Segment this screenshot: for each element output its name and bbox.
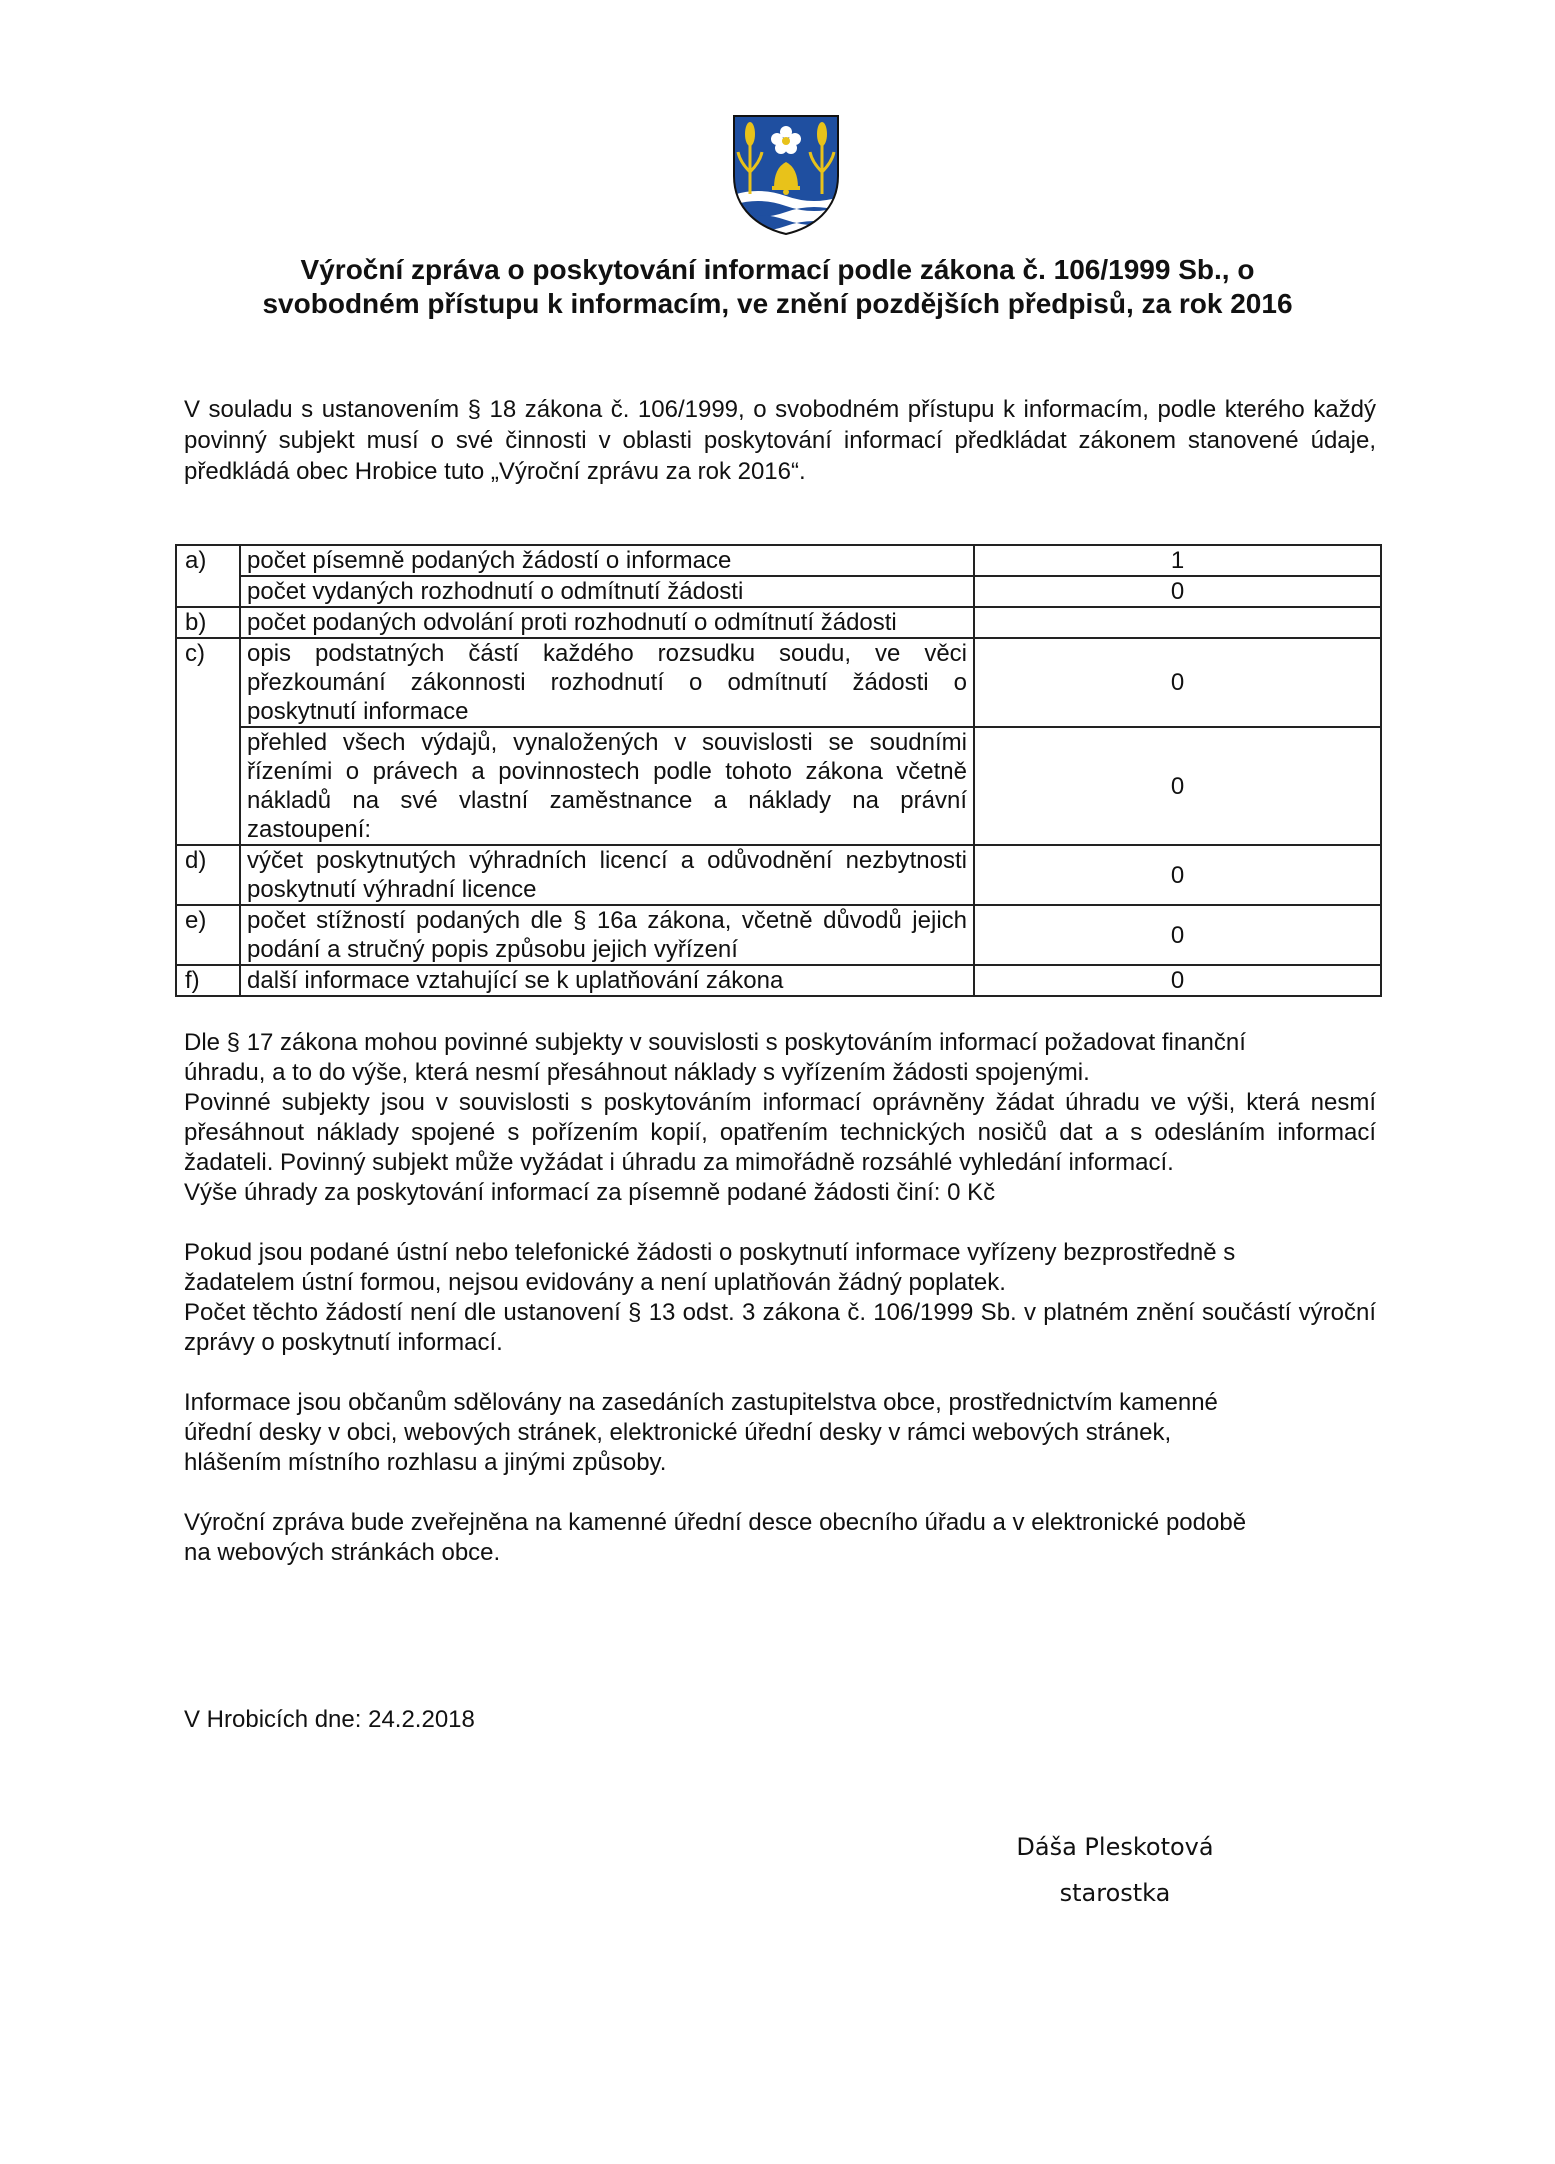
intro-paragraph: V souladu s ustanovením § 18 zákona č. 106/1999, o svobodném přístupu k informacím, podle kterého každý povinný subjekt musí o své činnosti v oblasti poskytování informací předkládat zákonem stanovené údaje, předkládá obec Hrobice tuto „Výroční zprávu za rok 2016“. bbox=[184, 396, 1376, 485]
publication-paragraph bbox=[184, 1508, 1376, 1568]
row-value: 0 bbox=[974, 576, 1381, 607]
row-description: počet stížností podaných dle § 16a zákona, včetně důvodů jejich podání a stručný popis způsobu jejich vyřízení bbox=[240, 905, 974, 965]
text-line: úřední desky v obci, webových stránek, elektronické úřední desky v rámci webových stránek, bbox=[184, 1419, 1172, 1446]
row-code: c) bbox=[176, 638, 240, 727]
title-line-1: Výroční zpráva o poskytování informací podle zákona č. 106/1999 Sb., o bbox=[300, 254, 1255, 285]
table-row bbox=[176, 607, 1381, 638]
row-code: b) bbox=[176, 607, 240, 638]
text-line: Dle § 17 zákona mohou povinné subjekty v souvislosti s poskytováním informací požadovat finanční bbox=[184, 1029, 1246, 1056]
row-value bbox=[974, 607, 1381, 638]
row-code: a) bbox=[176, 545, 240, 576]
row-value: 0 bbox=[974, 965, 1381, 996]
row-value: 0 bbox=[974, 727, 1381, 845]
text-line: Výroční zpráva bude zveřejněna na kamenné úřední desce obecního úřadu a v elektronické podobě bbox=[184, 1509, 1247, 1536]
text-line: na webových stránkách obce. bbox=[184, 1539, 501, 1566]
row-description: přehled všech výdajů, vynaložených v souvislosti se soudními řízeními o právech a povinnostech podle tohoto zákona včetně nákladů na své vlastní zaměstnance a náklady na právní zastoupení: bbox=[240, 727, 974, 845]
row-value: 0 bbox=[974, 845, 1381, 905]
row-value: 0 bbox=[974, 905, 1381, 965]
table-row bbox=[176, 638, 1381, 727]
text-line: Pokud jsou podané ústní nebo telefonické žádosti o poskytnutí informace vyřízeny bezprostředně s bbox=[184, 1239, 1236, 1266]
row-description: počet podaných odvolání proti rozhodnutí o odmítnutí žádosti bbox=[240, 607, 974, 638]
row-description: výčet poskytnutých výhradních licencí a odůvodnění nezbytnosti poskytnutí výhradní licence bbox=[240, 845, 974, 905]
row-description: opis podstatných částí každého rozsudku soudu, ve věci přezkoumání zákonnosti rozhodnutí o odmítnutí žádosti o poskytnutí informace bbox=[240, 638, 974, 727]
signatory-role: starostka bbox=[1059, 1879, 1171, 1907]
table-row bbox=[176, 576, 1381, 607]
text-line: žadatelem ústní formou, nejsou evidovány a není uplatňován žádný poplatek. bbox=[184, 1269, 1006, 1296]
table-row bbox=[176, 965, 1381, 996]
signatory-name: Dáša Pleskotová bbox=[1016, 1833, 1214, 1861]
title-line-2: svobodném přístupu k informacím, ve znění pozdějších předpisů, za rok 2016 bbox=[262, 288, 1293, 319]
text-line: Povinné subjekty jsou v souvislosti s poskytováním informací oprávněny žádat úhradu ve výši, která nesmí přesáhnout náklady spojené s pořízením kopií, opatřením technických nosičů dat a s odesláním informací žadateli. Povinný subjekt může vyžádat i úhradu za mimořádně rozsáhlé vyhledání informací. bbox=[184, 1089, 1376, 1176]
text-line: Informace jsou občanům sdělovány na zasedáních zastupitelstva obce, prostřednictvím kamenné bbox=[184, 1389, 1218, 1416]
document-title bbox=[175, 253, 1380, 321]
row-code bbox=[176, 727, 240, 845]
row-code bbox=[176, 576, 240, 607]
row-code: d) bbox=[176, 845, 240, 905]
body-text bbox=[184, 1028, 1376, 1598]
row-description: další informace vztahující se k uplatňování zákona bbox=[240, 965, 974, 996]
table-row bbox=[176, 845, 1381, 905]
row-value: 1 bbox=[974, 545, 1381, 576]
information-channels-paragraph bbox=[184, 1388, 1376, 1478]
text-line: úhradu, a to do výše, která nesmí přesáhnout náklady s vyřízením žádosti spojenými. bbox=[184, 1059, 1090, 1086]
municipal-coat-of-arms-icon bbox=[730, 112, 842, 236]
text-line: Výše úhrady za poskytování informací za písemně podané žádosti činí: 0 Kč bbox=[184, 1179, 996, 1206]
row-description: počet vydaných rozhodnutí o odmítnutí žádosti bbox=[240, 576, 974, 607]
info-table bbox=[175, 544, 1382, 997]
oral-requests-paragraph bbox=[184, 1238, 1376, 1358]
table-row bbox=[176, 727, 1381, 845]
fees-paragraph bbox=[184, 1028, 1376, 1208]
table-row bbox=[176, 905, 1381, 965]
signature-block bbox=[985, 1824, 1245, 1916]
text-line: Počet těchto žádostí není dle ustanovení § 13 odst. 3 zákona č. 106/1999 Sb. v platném znění součástí výroční zprávy o poskytnutí informací. bbox=[184, 1299, 1376, 1356]
table-row bbox=[176, 545, 1381, 576]
row-code: f) bbox=[176, 965, 240, 996]
row-code: e) bbox=[176, 905, 240, 965]
row-value: 0 bbox=[974, 638, 1381, 727]
text-line: hlášením místního rozhlasu a jinými způsoby. bbox=[184, 1449, 667, 1476]
document-date: V Hrobicích dne: 24.2.2018 bbox=[184, 1706, 475, 1733]
row-description: počet písemně podaných žádostí o informace bbox=[240, 545, 974, 576]
